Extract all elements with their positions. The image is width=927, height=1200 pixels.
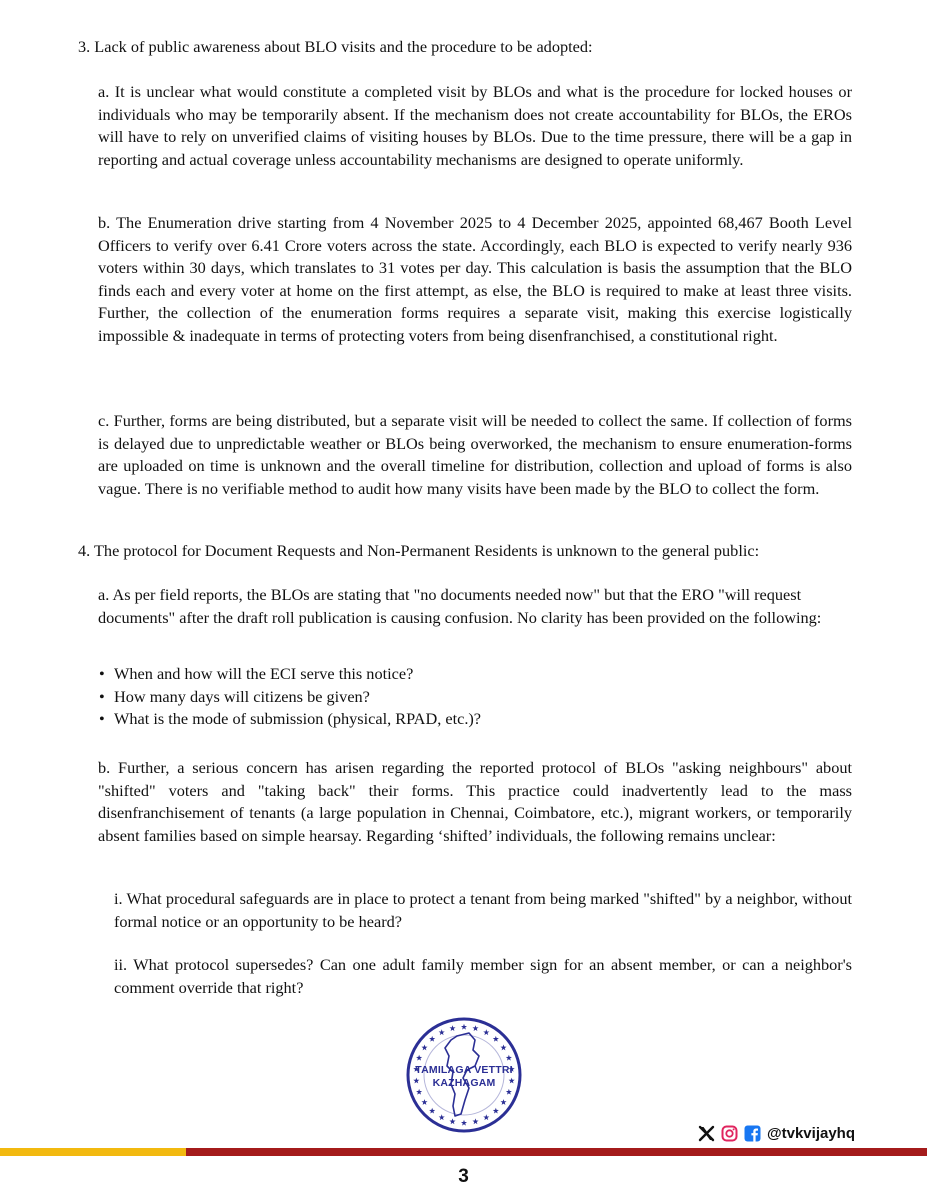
social-media-handle xyxy=(698,1122,855,1144)
footer-accent-bar-red xyxy=(186,1148,927,1156)
section-3-paragraph-a: a. It is unclear what would constitute a completed visit by BLOs and what is the procedure for locked houses or individuals who may be temporarily absent. If the mechanism does not create accountability for BLOs, the EROs will have to rely on unverified claims of visiting houses by BLOs. Due to the time pressure, there will be a gap in reporting and actual coverage unless accountability mechanisms are designed to operate uniformly. xyxy=(98,82,852,169)
seal-star-icon xyxy=(421,1045,427,1051)
seal-star-icon xyxy=(472,1025,478,1031)
social-handle-text: @tvkvijayhq xyxy=(767,1124,855,1142)
party-seal-logo xyxy=(405,1016,523,1134)
x-icon xyxy=(698,1125,715,1142)
seal-star-icon xyxy=(429,1036,435,1042)
list-item-text: How many days will citizens be given? xyxy=(114,686,370,706)
section-4-paragraph-a: a. As per field reports, the BLOs are stating that "no documents needed now" but that the ERO "will request documents" after the draft roll publication is causing confusion. No clarity has been provided on the following: xyxy=(98,585,822,627)
seal-star-icon xyxy=(449,1025,455,1031)
list-item-text: What is the mode of submission (physical, RPAD, etc.)? xyxy=(114,709,482,729)
seal-star-icon xyxy=(500,1045,506,1051)
seal-star-icon xyxy=(416,1055,422,1061)
bullet-icon: • xyxy=(99,709,105,729)
facebook-icon xyxy=(744,1125,761,1142)
seal-text-line-1: TAMILAGA VETTRI xyxy=(415,1064,513,1076)
list-item-text: When and how will the ECI serve this notice? xyxy=(114,664,414,683)
seal-star-icon xyxy=(461,1120,467,1126)
seal-star-icon xyxy=(493,1108,499,1114)
seal-star-icon xyxy=(439,1114,445,1120)
seal-star-icon xyxy=(506,1089,512,1095)
seal-star-icon xyxy=(483,1114,489,1120)
section-4-heading: 4. The protocol for Document Requests and Non-Permanent Residents is unknown to the general public: xyxy=(78,541,760,560)
section-4-subpoint-i: i. What procedural safeguards are in place to protect a tenant from being marked "shifted" by a neighbor, without formal notice or an opportunity to be heard? xyxy=(114,889,852,931)
seal-star-icon xyxy=(472,1118,478,1124)
list-item xyxy=(98,686,818,709)
section-3-heading: 3. Lack of public awareness about BLO visits and the procedure to be adopted: xyxy=(78,37,593,56)
page-number: 3 xyxy=(458,1166,469,1187)
seal-star-icon xyxy=(493,1036,499,1042)
seal-star-icon xyxy=(416,1089,422,1095)
seal-text-line-2: KAZHAGAM xyxy=(432,1077,496,1089)
instagram-icon xyxy=(721,1125,738,1142)
list-item xyxy=(98,708,818,731)
section-4-subpoint-ii: ii. What protocol supersedes? Can one adult family member sign for an absent member, or can a neighbor's comment override that right? xyxy=(114,955,852,997)
clarity-bullet-list xyxy=(98,663,818,731)
bullet-icon: • xyxy=(99,664,105,683)
seal-star-icon xyxy=(483,1029,489,1035)
seal-star-icon xyxy=(449,1118,455,1124)
seal-star-icon xyxy=(439,1029,445,1035)
section-3-paragraph-c: c. Further, forms are being distributed, but a separate visit will be needed to collect the same. If collection of forms is delayed due to unpredictable weather or BLOs being overworked, the mechanism to ensure enumeration-forms are uploaded on time is unknown and the overall timeline for distribution, collection and upload of forms is also vague. There is no verifiable method to audit how many visits have been made by the BLO to collect the form. xyxy=(98,411,852,498)
seal-star-icon xyxy=(506,1055,512,1061)
footer-accent-bar-yellow xyxy=(0,1148,186,1156)
bullet-icon: • xyxy=(99,686,105,706)
seal-star-icon xyxy=(461,1024,467,1030)
list-item xyxy=(98,663,818,686)
seal-star-icon xyxy=(421,1099,427,1105)
section-4-paragraph-b: b. Further, a serious concern has arisen regarding the reported protocol of BLOs "asking neighbours" about "shifted" voters and "taking back" their forms. This practice could inadvertently lead to the mass disenfranchisement of tenants (a large population in Chennai, Coimbatore, etc.), migrant workers, or temporarily absent families based on simple hearsay. Regarding ‘shifted’ individuals, the following remains unclear: xyxy=(98,758,852,845)
seal-star-icon xyxy=(500,1099,506,1105)
section-3-paragraph-b: b. The Enumeration drive starting from 4 November 2025 to 4 December 2025, appointed 68,467 Booth Level Officers to verify over 6.41 Crore voters across the state. Accordingly, each BLO is expected to verify nearly 936 voters within 30 days, which translates to 31 votes per day. This calculation is basis the assumption that the BLO finds each and every voter at home on the first attempt, as else, the BLO is required to make at least three visits. Further, the collection of the enumeration forms requires a separate visit, making this exercise logistically impossible & inadequate in terms of protecting voters from being disenfranchised, a constitutional right. xyxy=(98,213,852,345)
seal-star-icon xyxy=(429,1108,435,1114)
